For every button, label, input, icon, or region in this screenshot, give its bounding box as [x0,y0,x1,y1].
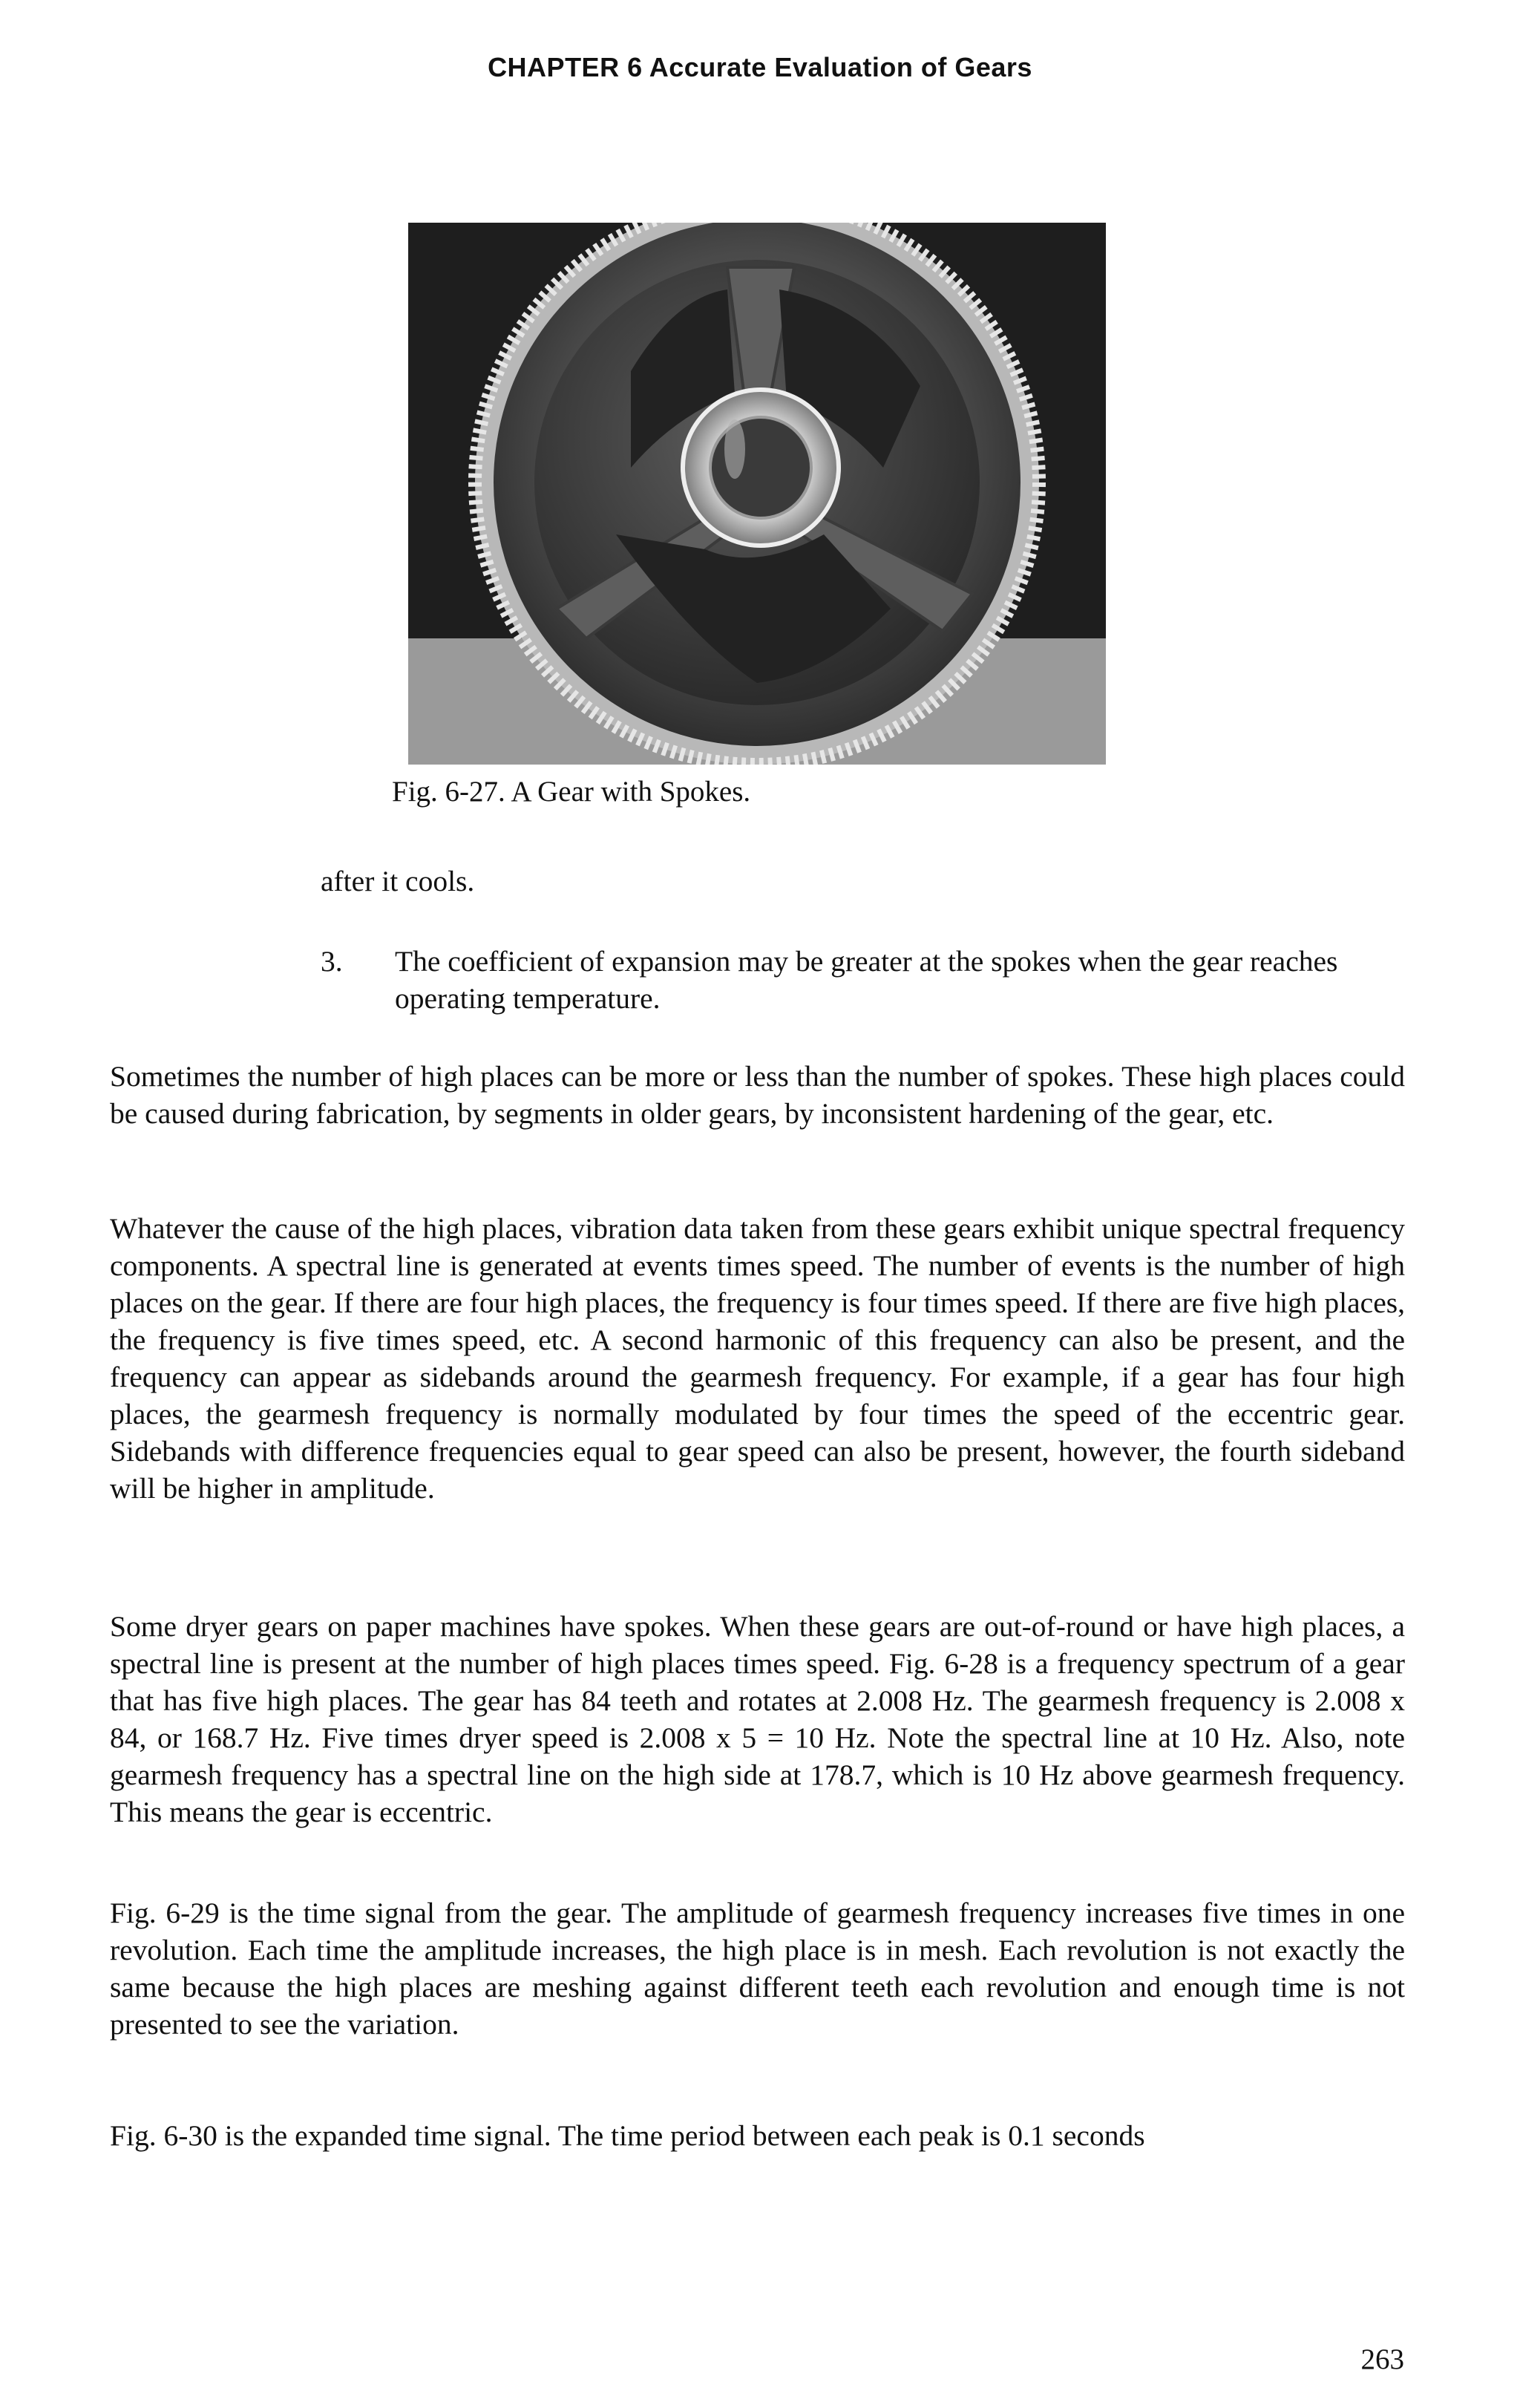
paragraph: Sometimes the number of high places can be more or less than the number of spokes. These high places could be caused during fabrication, by segments in older gears, by inconsistent hardening of the gear, etc. [110,1060,1405,1130]
gear-with-spokes-illustration [408,223,1106,765]
paragraph: Fig. 6-29 is the time signal from the gear. The amplitude of gearmesh frequency increases five times in one revolution. Each time the amplitude increases, the high place is in mesh. Each revolution is not exactly the same because the high places are meshing against different teeth each revolution and enough time is not presented to see the variation. [110,1897,1405,2041]
gear-photo [408,223,1106,765]
paragraph: Fig. 6-30 is the expanded time signal. The time period between each peak is 0.1 seconds [110,2119,1145,2152]
paragraph: Whatever the cause of the high places, vibration data taken from these gears exhibit unique spectral frequency components. A spectral line is generated at events times speed. The number of events is the number of high places on the gear. If there are four high places, the frequency is four times speed. If there are five high places, the frequency is five times speed, etc. A second harmonic of this frequency can also be present, and the frequency can appear as sidebands around the gearmesh frequency. For example, if a gear has four high places, the gearmesh frequency is normally modulated by four times the speed of the eccentric gear. Sidebands with difference frequencies equal to gear speed can also be present, however, the fourth sideband will be higher in amplitude. [110,1212,1405,1505]
running-head: CHAPTER 6 Accurate Evaluation of Gears [488,52,1032,82]
list-number: 3. [321,945,343,978]
paragraph: Some dryer gears on paper machines have spokes. When these gears are out-of-round or have high places, a spectral line is present at the number of high places times speed. Fig. 6-28 is a frequency spectrum of a gear that has five high places. The gear has 84 teeth and rotates at 2.008 Hz. The gearmesh frequency is 2.008 x 84, or 168.7 Hz. Five times dryer speed is 2.008 x 5 = 10 Hz. Note the spectral line at 10 Hz. Also, note gearmesh frequency has a spectral line on the high side at 178.7, which is 10 Hz above gearmesh frequency. This means the gear is eccentric. [110,1610,1405,1828]
list-item [321,943,1375,1017]
continuation-text: after it cools. [321,865,475,897]
list-text: The coefficient of expansion may be greater at the spokes when the gear reaches operating temperature. [395,945,1338,1015]
figure-caption: Fig. 6-27. A Gear with Spokes. [392,776,751,808]
page-number: 263 [1360,2343,1404,2375]
